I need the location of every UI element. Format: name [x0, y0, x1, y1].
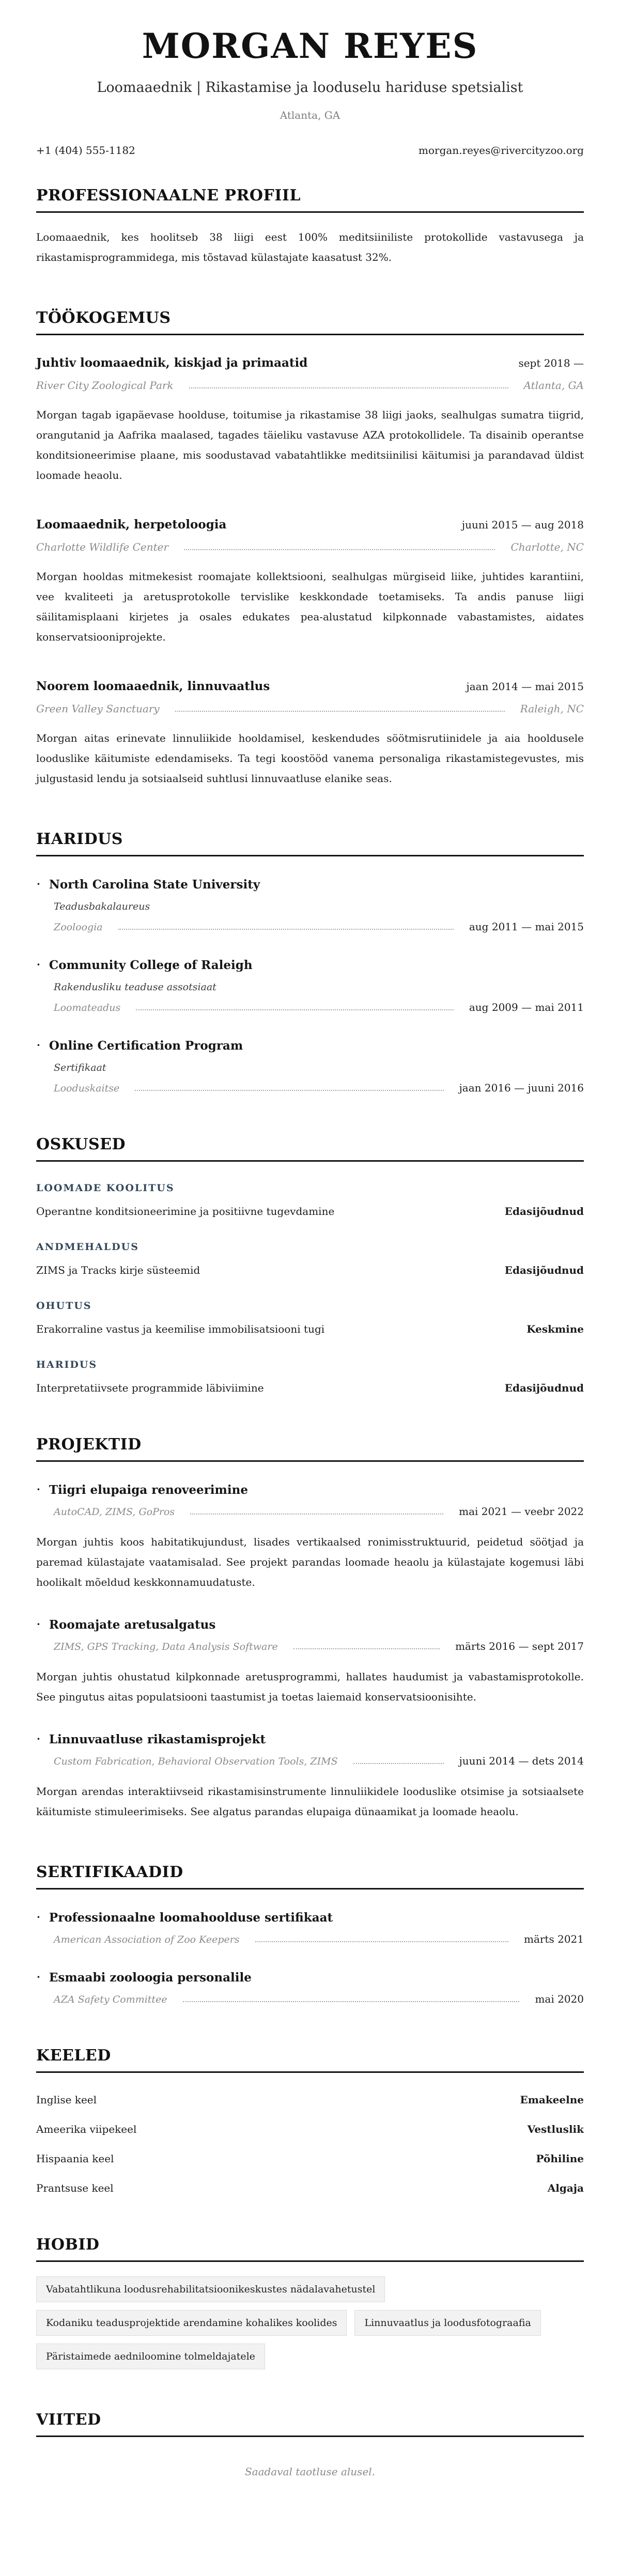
skill-level: Keskmine — [526, 1323, 584, 1336]
hobby-chip-list — [36, 2276, 584, 2369]
job-title-row — [36, 679, 584, 693]
project-title-row — [36, 1617, 584, 1632]
project-tools-row — [54, 1640, 584, 1652]
project-description: Morgan juhtis ohustatud kilpkonnade aretusprogrammi, hallates haudumist ja vabastamisprotokolle. See pingutus aitas populatsiooni taastumist ja toetas laiemaid konservatsioonisihte. — [36, 1671, 584, 1704]
school-title-row — [36, 877, 584, 892]
skill-row — [36, 1382, 584, 1394]
skill-group — [36, 1182, 584, 1217]
education-item — [36, 958, 584, 1013]
language-name: Prantsuse keel — [36, 2182, 114, 2195]
language-row — [36, 2152, 584, 2165]
certification-name: Esmaabi zooloogia personalile — [49, 1970, 252, 1985]
project-name: Roomajate aretusalgatus — [49, 1617, 216, 1632]
job-description: Morgan tagab igapäevase hoolduse, toitumise ja rikastamise 38 liigi jaoks, sealhulgas sumatra tiigrid, orangutanid ja Aafrika maalased, tagades täieliku vastavuse AZA protokollidele. Ta disainib operantse konditsioneerimise plaane, mis soodustavad vabatahtlikke meditsiinilisi käitumisi ja parandavad üldist loomade heaolu. — [36, 409, 584, 482]
bullet-icon: · — [36, 1616, 41, 1633]
dotted-leader — [135, 1090, 443, 1091]
hobby-chip: Kodaniku teadusprojektide arendamine kohalikes koolides — [36, 2310, 347, 2336]
skill-name: ZIMS ja Tracks kirje süsteemid — [36, 1264, 200, 1277]
job-company: Green Valley Sanctuary — [36, 702, 160, 715]
skills-body — [36, 1182, 584, 1394]
skill-level: Edasijõudnud — [504, 1264, 584, 1277]
degree-name: Rakendusliku teaduse assotsiaat — [54, 981, 216, 993]
field-of-study: Zooloogia — [54, 922, 103, 933]
section-title-experience: TÖÖKOGEMUS — [36, 309, 584, 335]
job-title: Noorem loomaaednik, linnuvaatlus — [36, 679, 270, 694]
job-title: Juhtiv loomaaednik, kiskjad ja primaatid — [36, 356, 308, 370]
section-title-hobbies: HOBID — [36, 2236, 584, 2262]
certifications-body — [36, 1910, 584, 2005]
language-level: Põhiline — [536, 2152, 584, 2165]
section-title-references: VIITED — [36, 2411, 584, 2437]
project-item — [36, 1617, 584, 1707]
skill-row — [36, 1205, 584, 1217]
job-description: Morgan hooldas mitmekesist roomajate kollektsiooni, sealhulgas mürgiseid liike, juhtides karantiini, vee kvaliteeti ja aretusprotokolle tervislike keskkondade toetamiseks. Ta andis panuse liigi säilitamisplaani kirjetes ja osales edukates pea-alustatud kilpkonnade vabastamistes, aidates konservatsiooniprojekte. — [36, 570, 584, 644]
bullet-icon: · — [36, 1909, 41, 1926]
education-item — [36, 877, 584, 933]
job-company: River City Zoological Park — [36, 379, 174, 392]
languages-body — [36, 2094, 584, 2194]
certification-date: mai 2020 — [535, 1993, 584, 2006]
skill-level: Edasijõudnud — [504, 1382, 584, 1395]
field-of-study: Looduskaitse — [54, 1083, 120, 1095]
language-row — [36, 2094, 584, 2106]
job-company-row — [36, 702, 584, 715]
dotted-leader — [353, 1763, 444, 1764]
skill-group — [36, 1300, 584, 1335]
bullet-icon: · — [36, 1037, 41, 1054]
certification-issuer-row — [54, 1933, 584, 1945]
job-location: Atlanta, GA — [523, 379, 584, 392]
job-description: Morgan aitas erinevate linnuliikide hooldamisel, keskendudes söötmisrutiinidele ja aia hooldusele looduslike käitumiste edendamiseks. Ta tegi koostööd vanema personaliga rikastamistegevustes, mis julgustasid lendu ja sotsiaalseid suhtlusi linnuvaatluse elanike seas. — [36, 732, 584, 785]
project-item — [36, 1482, 584, 1593]
section-title-skills: OSKUSED — [36, 1135, 584, 1162]
language-name: Ameerika viipekeel — [36, 2123, 137, 2136]
hobby-chip: Päristaimede aedniloomine tolmeldajatele — [36, 2344, 265, 2369]
education-dates: aug 2009 — mai 2011 — [469, 1001, 584, 1014]
language-name: Inglise keel — [36, 2094, 97, 2106]
project-description: Morgan arendas interaktiivseid rikastamisinstrumente linnuliikidele looduslike otsimise ja sotsiaalsete käitumiste stimuleerimiseks. See algatus parandas elupaiga dünaamikat ja loomade heaolu. — [36, 1785, 584, 1818]
candidate-subtitle: Loomaaednik | Rikastamise ja looduselu hariduse spetsialist — [97, 80, 523, 96]
hobbies-body — [36, 2276, 584, 2369]
section-title-projects: PROJEKTID — [36, 1435, 584, 1462]
phone-number: +1 (404) 555-1182 — [36, 144, 135, 157]
dotted-leader — [190, 1513, 443, 1515]
section-languages — [36, 2047, 584, 2194]
hobby-chip: Vabatahtlikuna loodusrehabilitatsioonikeskustes nädalavahetustel — [36, 2276, 385, 2302]
dotted-leader — [255, 1941, 508, 1942]
education-item — [36, 1038, 584, 1094]
project-tools: ZIMS, GPS Tracking, Data Analysis Software — [54, 1641, 278, 1653]
language-row — [36, 2182, 584, 2194]
dotted-leader — [183, 2001, 520, 2002]
skill-name: Operantne konditsioneerimine ja positiivne tugevdamine — [36, 1205, 335, 1218]
language-name: Hispaania keel — [36, 2152, 114, 2165]
school-name: Community College of Raleigh — [49, 958, 253, 972]
job-location: Raleigh, NC — [520, 702, 584, 715]
language-level: Algaja — [547, 2182, 584, 2195]
project-dates: märts 2016 — sept 2017 — [455, 1640, 584, 1653]
school-name: North Carolina State University — [49, 877, 260, 892]
job-title: Loomaaednik, herpetoloogia — [36, 518, 227, 532]
job-item — [36, 356, 584, 486]
certification-item — [36, 1910, 584, 1945]
project-dates: juuni 2014 — dets 2014 — [459, 1755, 584, 1768]
section-title-certifications: SERTIFIKAADID — [36, 1863, 584, 1890]
skill-category: LOOMADE KOOLITUS — [36, 1182, 175, 1194]
section-education — [36, 830, 584, 1094]
bullet-icon: · — [36, 1969, 41, 1986]
certification-issuer: AZA Safety Committee — [54, 1994, 167, 2006]
section-certifications — [36, 1863, 584, 2005]
project-details — [36, 1640, 584, 1652]
job-dates: sept 2018 — — [518, 357, 584, 370]
candidate-location: Atlanta, GA — [280, 109, 340, 122]
bullet-icon: · — [36, 1730, 41, 1748]
certification-issuer: American Association of Zoo Keepers — [54, 1934, 240, 1946]
job-item — [36, 679, 584, 789]
bullet-icon: · — [36, 876, 41, 893]
skill-group — [36, 1359, 584, 1394]
section-projects — [36, 1435, 584, 1822]
profile-body — [36, 227, 584, 268]
profile-text: Loomaaednik, kes hoolitseb 38 liigi eest 100% meditsiiniliste protokollide vastavusega ja rikastamisprogrammidega, mis tõstavad külastajate kaasatust 32%. — [36, 231, 584, 264]
certification-details — [36, 1993, 584, 2005]
skill-category: HARIDUS — [36, 1359, 98, 1371]
skill-name: Interpretatiivsete programmide läbiviimine — [36, 1382, 264, 1395]
language-row — [36, 2123, 584, 2135]
project-tools: AutoCAD, ZIMS, GoPros — [54, 1506, 175, 1518]
section-experience — [36, 309, 584, 789]
experience-body — [36, 356, 584, 789]
contact-row — [36, 144, 584, 157]
field-of-study: Loomateadus — [54, 1002, 121, 1014]
certification-name: Professionaalne loomahoolduse sertifikaat — [49, 1910, 333, 1925]
header — [36, 28, 584, 157]
field-row — [54, 1082, 584, 1094]
certification-issuer-row — [54, 1993, 584, 2005]
education-body — [36, 877, 584, 1094]
language-level: Vestluslik — [527, 2123, 584, 2136]
skill-row — [36, 1323, 584, 1335]
project-name: Linnuvaatluse rikastamisprojekt — [49, 1732, 266, 1746]
job-dates: jaan 2014 — mai 2015 — [466, 680, 584, 693]
hobby-chip: Linnuvaatlus ja loodusfotograafia — [354, 2310, 540, 2336]
certification-date: märts 2021 — [523, 1933, 584, 1946]
project-details — [36, 1755, 584, 1767]
project-item — [36, 1732, 584, 1822]
job-location: Charlotte, NC — [510, 541, 584, 554]
degree-name: Sertifikaat — [54, 1062, 106, 1074]
project-details — [36, 1505, 584, 1518]
certification-item — [36, 1970, 584, 2005]
job-company: Charlotte Wildlife Center — [36, 541, 169, 554]
dotted-leader — [293, 1648, 440, 1649]
school-title-row — [36, 1038, 584, 1053]
dotted-leader — [175, 711, 505, 712]
projects-body — [36, 1482, 584, 1822]
school-details — [36, 901, 584, 933]
skill-group — [36, 1241, 584, 1276]
dotted-leader — [189, 387, 508, 388]
dotted-leader — [184, 549, 495, 550]
skill-category: OHUTUS — [36, 1300, 92, 1312]
job-company-row — [36, 379, 584, 392]
field-row — [54, 920, 584, 933]
section-title-education: HARIDUS — [36, 830, 584, 856]
job-title-row — [36, 518, 584, 532]
project-name: Tiigri elupaiga renoveerimine — [49, 1482, 248, 1497]
field-row — [54, 1001, 584, 1013]
skill-name: Erakorraline vastus ja keemilise immobilisatsiooni tugi — [36, 1323, 325, 1336]
job-dates: juuni 2015 — aug 2018 — [461, 519, 584, 532]
dotted-leader — [136, 1009, 454, 1010]
section-hobbies — [36, 2236, 584, 2369]
project-tools-row — [54, 1755, 584, 1767]
section-profile — [36, 186, 584, 268]
candidate-name: MORGAN REYES — [142, 26, 478, 66]
certification-title-row — [36, 1910, 584, 1925]
project-dates: mai 2021 — veebr 2022 — [459, 1505, 584, 1518]
bullet-icon: · — [36, 956, 41, 974]
project-description: Morgan juhtis koos habitatikujundust, lisades vertikaalsed ronimisstruktuurid, peidetud söötjad ja paremad külastajate vaatamisalad. See projekt parandas loomade heaolu ja külastajate kogemusi läbi hoolikalt mõeldud keskkonnamuudatuste. — [36, 1536, 584, 1589]
section-title-profile: PROFESSIONAALNE PROFIIL — [36, 186, 584, 213]
certification-title-row — [36, 1970, 584, 1985]
references-note: Saadaval taotluse alusel. — [244, 2465, 376, 2478]
project-title-row — [36, 1482, 584, 1497]
bullet-icon: · — [36, 1481, 41, 1498]
job-title-row — [36, 356, 584, 370]
skill-category: ANDMEHALDUS — [36, 1241, 139, 1253]
education-dates: jaan 2016 — juuni 2016 — [459, 1082, 584, 1095]
education-dates: aug 2011 — mai 2015 — [469, 920, 584, 933]
school-title-row — [36, 958, 584, 972]
job-item — [36, 518, 584, 647]
project-tools-row — [54, 1505, 584, 1518]
project-title-row — [36, 1732, 584, 1746]
school-details — [36, 1062, 584, 1094]
section-references — [36, 2411, 584, 2478]
certification-details — [36, 1933, 584, 1945]
language-level: Emakeelne — [520, 2094, 584, 2106]
section-skills — [36, 1135, 584, 1394]
section-title-languages: KEELED — [36, 2047, 584, 2073]
school-name: Online Certification Program — [49, 1038, 243, 1053]
project-tools: Custom Fabrication, Behavioral Observation Tools, ZIMS — [54, 1756, 338, 1768]
skill-level: Edasijõudnud — [504, 1205, 584, 1218]
email-address: morgan.reyes@rivercityzoo.org — [419, 144, 584, 157]
degree-name: Teadusbakalaureus — [54, 901, 150, 913]
job-company-row — [36, 541, 584, 553]
school-details — [36, 981, 584, 1013]
skill-row — [36, 1264, 584, 1276]
dotted-leader — [118, 929, 454, 930]
